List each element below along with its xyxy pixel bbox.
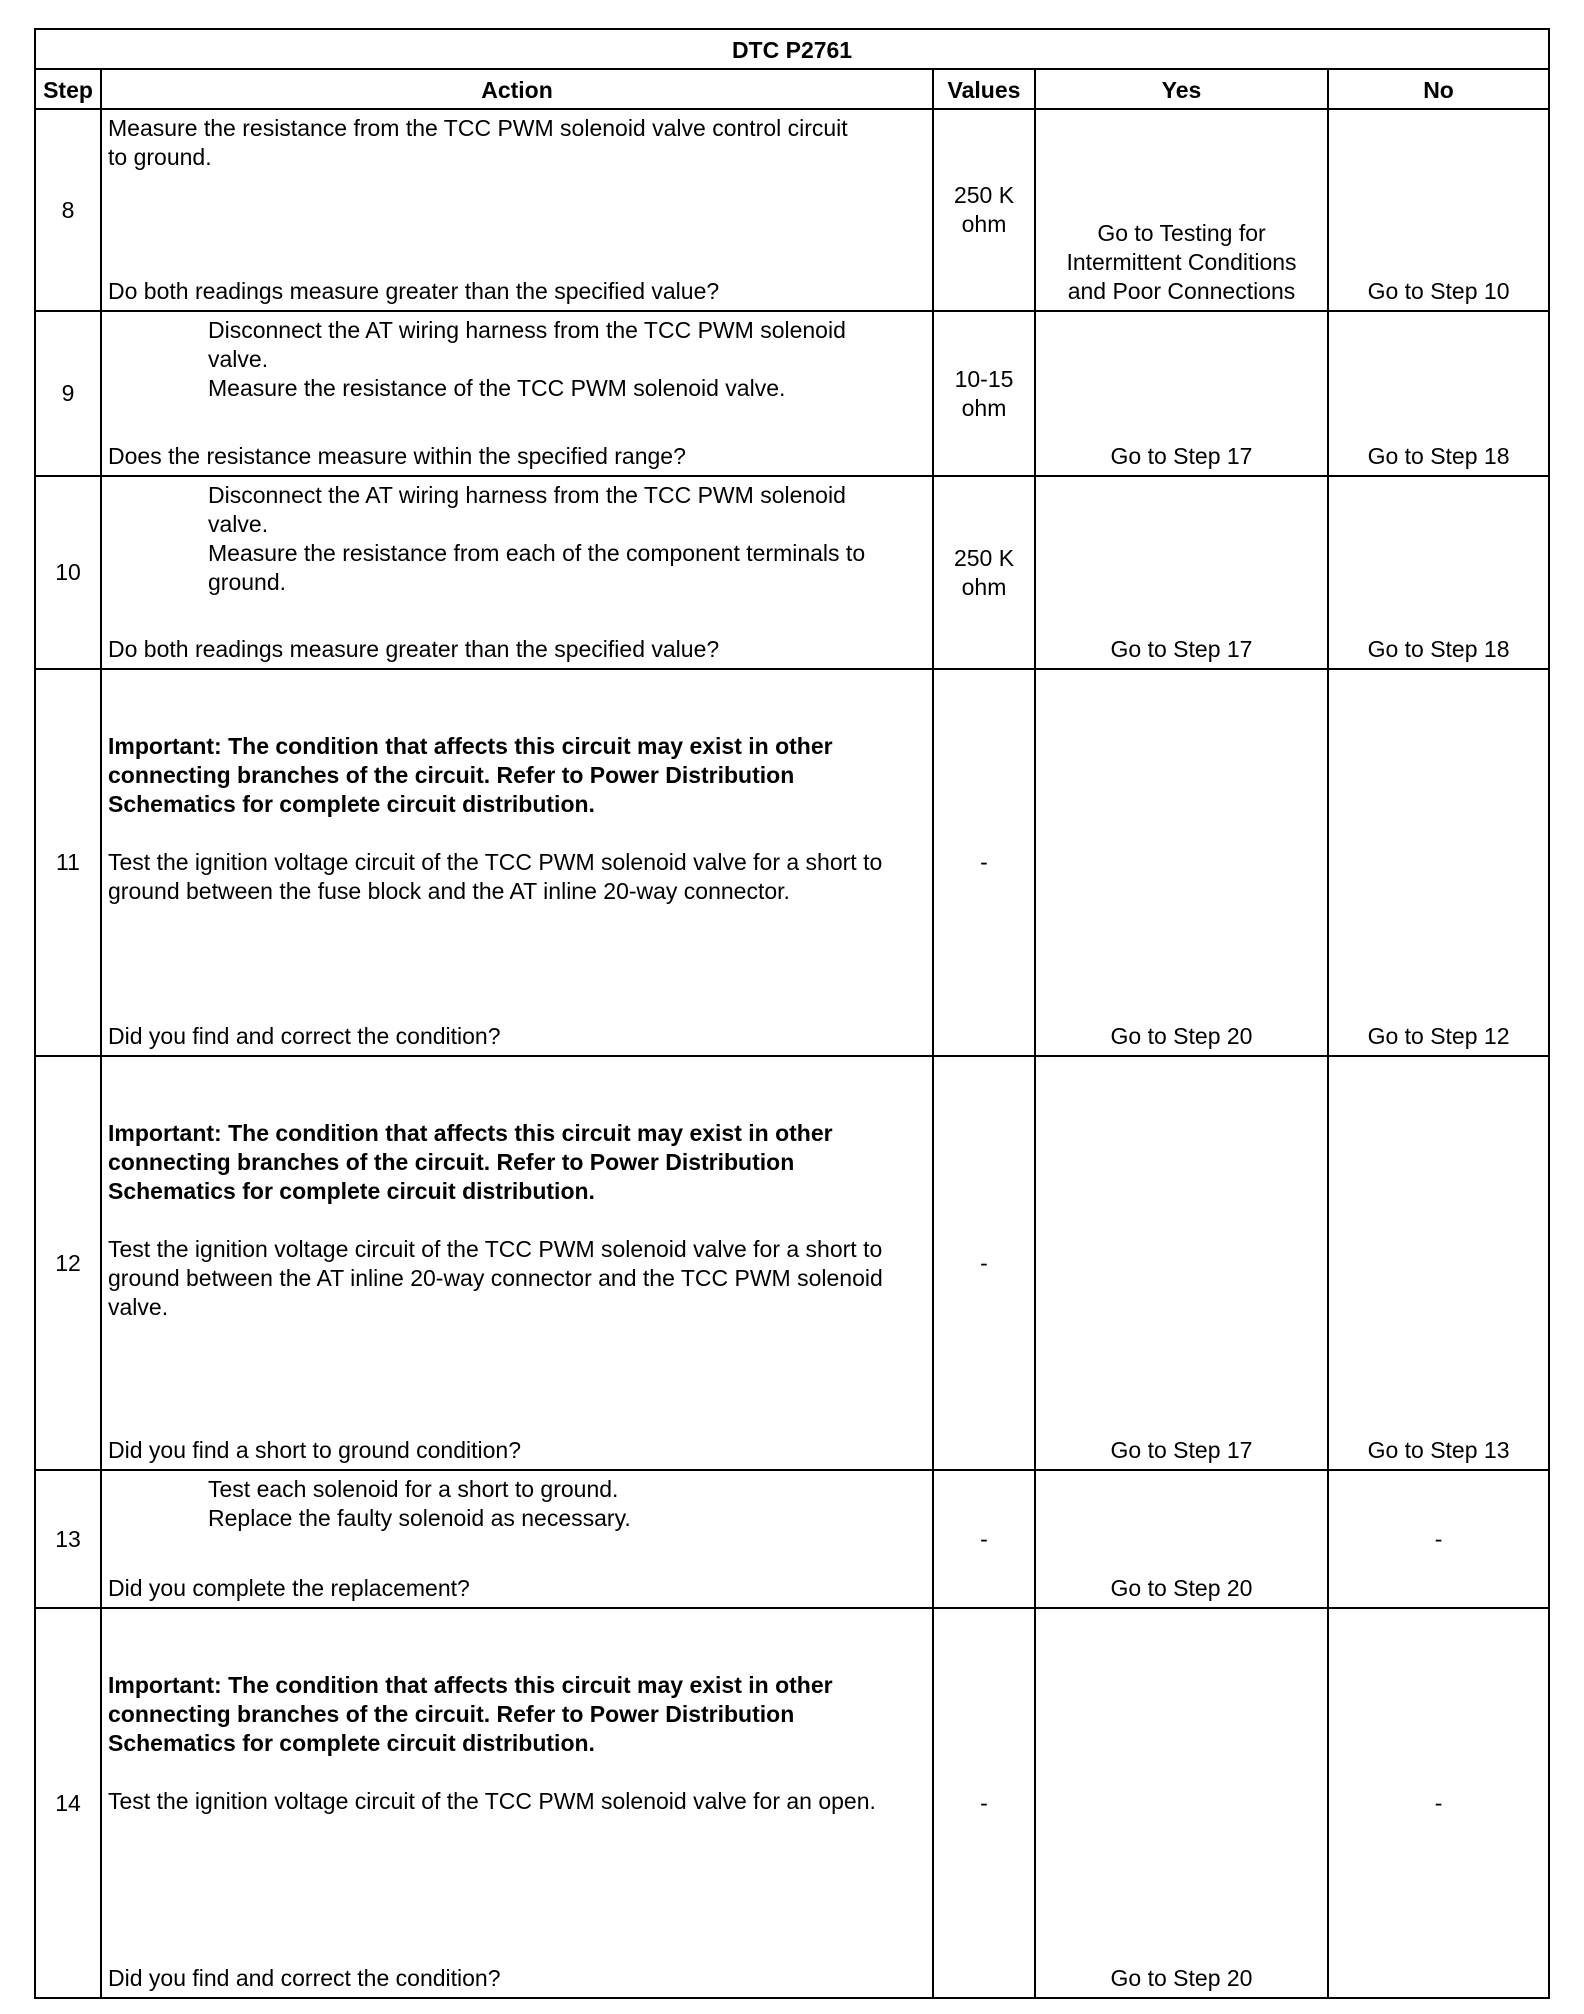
yes-cell: Go to Step 17: [1035, 1056, 1328, 1470]
table-row: [35, 1608, 1549, 1998]
action-cell: [101, 1470, 933, 1608]
action-line: Replace the faulty solenoid as necessary.: [208, 1505, 631, 1531]
no-cell: Go to Step 18: [1328, 311, 1549, 476]
values-cell: -: [933, 1608, 1035, 1998]
action-cell: [101, 1608, 933, 1998]
step-number: 9: [35, 311, 101, 476]
values-cell: 250 K ohm: [933, 476, 1035, 669]
action-text: Test the ignition voltage circuit of the TCC PWM solenoid valve for a short to ground between the AT inline 20-way connector and the TCC PWM solenoid valve.: [108, 1236, 883, 1320]
yes-cell: Go to Step 17: [1035, 311, 1328, 476]
action-line: Measure the resistance of the TCC PWM solenoid valve.: [208, 375, 786, 401]
action-cell: [101, 669, 933, 1056]
header-action: Action: [101, 69, 933, 109]
question: Did you find and correct the condition?: [108, 1965, 501, 1991]
no-cell: Go to Step 13: [1328, 1056, 1549, 1470]
dtc-table-wrapper: [34, 28, 1548, 1999]
yes-cell: Go to Step 20: [1035, 1470, 1328, 1608]
header-values: Values: [933, 69, 1035, 109]
values-cell: 250 K ohm: [933, 109, 1035, 311]
action-text: Test the ignition voltage circuit of the TCC PWM solenoid valve for a short to ground between the fuse block and the AT inline 20-way connector.: [108, 849, 883, 904]
question: Did you find a short to ground condition?: [108, 1437, 521, 1463]
yes-cell: Go to Testing for Intermittent Conditions and Poor Connections: [1035, 109, 1328, 311]
step-number: 13: [35, 1470, 101, 1608]
step-number: 12: [35, 1056, 101, 1470]
yes-cell: Go to Step 17: [1035, 476, 1328, 669]
table-title: DTC P2761: [35, 29, 1549, 69]
action-cell: [101, 311, 933, 476]
action-cell: [101, 109, 933, 311]
table-row: [35, 109, 1549, 311]
header-step: Step: [35, 69, 101, 109]
action-line: to ground.: [108, 144, 212, 170]
important-note: Important: The condition that affects this circuit may exist in other connecting branches of the circuit. Refer to Power Distribution Schematics for complete circuit distribution.: [108, 1120, 833, 1204]
action-line: Test each solenoid for a short to ground.: [208, 1476, 619, 1502]
table-row: [35, 311, 1549, 476]
no-cell: Go to Step 18: [1328, 476, 1549, 669]
step-number: 11: [35, 669, 101, 1056]
dtc-table: [34, 28, 1550, 1999]
header-no: No: [1328, 69, 1549, 109]
no-cell: Go to Step 12: [1328, 669, 1549, 1056]
action-line: valve.: [208, 346, 269, 372]
values-cell: -: [933, 669, 1035, 1056]
action-cell: [101, 1056, 933, 1470]
table-row: [35, 1056, 1549, 1470]
question: Did you find and correct the condition?: [108, 1023, 501, 1049]
question: Do both readings measure greater than the specified value?: [108, 278, 720, 304]
action-line: valve.: [208, 511, 269, 537]
action-line: Disconnect the AT wiring harness from the TCC PWM solenoid: [208, 482, 846, 508]
no-cell: -: [1328, 1470, 1549, 1608]
values-cell: -: [933, 1470, 1035, 1608]
question: Do both readings measure greater than the specified value?: [108, 636, 720, 662]
important-note: Important: The condition that affects this circuit may exist in other connecting branches of the circuit. Refer to Power Distribution Schematics for complete circuit distribution.: [108, 733, 833, 817]
yes-cell: Go to Step 20: [1035, 669, 1328, 1056]
question: Did you complete the replacement?: [108, 1575, 470, 1601]
action-line: ground.: [208, 569, 287, 595]
no-cell: Go to Step 10: [1328, 109, 1549, 311]
action-line: Measure the resistance from the TCC PWM solenoid valve control circuit: [108, 115, 848, 141]
table-row: [35, 669, 1549, 1056]
question: Does the resistance measure within the specified range?: [108, 443, 686, 469]
yes-cell: Go to Step 20: [1035, 1608, 1328, 1998]
values-cell: -: [933, 1056, 1035, 1470]
title-row: [35, 29, 1549, 69]
action-line: Measure the resistance from each of the component terminals to: [208, 540, 866, 566]
step-number: 10: [35, 476, 101, 669]
action-cell: [101, 476, 933, 669]
important-note: Important: The condition that affects this circuit may exist in other connecting branches of the circuit. Refer to Power Distribution Schematics for complete circuit distribution.: [108, 1672, 833, 1756]
step-number: 8: [35, 109, 101, 311]
action-line: Disconnect the AT wiring harness from the TCC PWM solenoid: [208, 317, 846, 343]
header-row: [35, 69, 1549, 109]
step-number: 14: [35, 1608, 101, 1998]
table-row: [35, 1470, 1549, 1608]
values-cell: 10-15 ohm: [933, 311, 1035, 476]
header-yes: Yes: [1035, 69, 1328, 109]
no-cell: -: [1328, 1608, 1549, 1998]
table-row: [35, 476, 1549, 669]
action-text: Test the ignition voltage circuit of the TCC PWM solenoid valve for an open.: [108, 1788, 876, 1814]
